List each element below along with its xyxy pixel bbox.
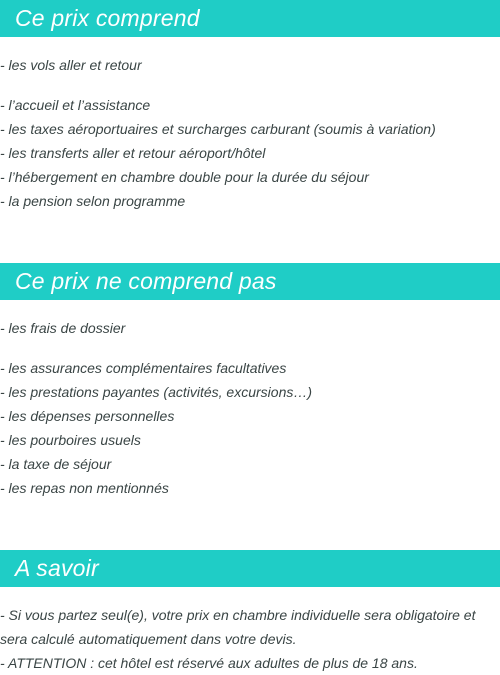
included-list <box>0 53 500 213</box>
info-paragraph: - ATTENTION : cet hôtel est réservé aux adultes de plus de 18 ans. <box>0 655 418 671</box>
info-paragraph: - Si vous partez seul(e), votre prix en chambre individuelle sera obligatoire et sera calculé automatiquement dans votre devis. <box>0 607 476 647</box>
list-item: - les repas non mentionnés <box>0 480 169 496</box>
list-item: - les pourboires usuels <box>0 432 141 448</box>
list-item: - les dépenses personnelles <box>0 408 175 424</box>
section-header-included <box>0 0 500 37</box>
list-item: - la taxe de séjour <box>0 456 112 472</box>
list-item: - les assurances complémentaires facultatives <box>0 360 287 376</box>
section-header-good-to-know <box>0 550 500 587</box>
list-item: - la pension selon programme <box>0 193 186 209</box>
list-item: - l’accueil et l’assistance <box>0 97 151 113</box>
good-to-know-text <box>0 603 500 675</box>
list-item: - les taxes aéroportuaires et surcharges carburant (soumis à variation) <box>0 121 436 137</box>
section-title-good-to-know: A savoir <box>15 555 99 581</box>
list-item: - l’hébergement en chambre double pour la durée du séjour <box>0 169 369 185</box>
list-item: - les frais de dossier <box>0 320 126 336</box>
not-included-list <box>0 316 500 500</box>
section-title-included: Ce prix comprend <box>15 5 200 31</box>
list-item: - les vols aller et retour <box>0 57 142 73</box>
list-item: - les prestations payantes (activités, excursions…) <box>0 384 313 400</box>
section-title-not-included: Ce prix ne comprend pas <box>15 268 277 294</box>
list-item: - les transferts aller et retour aéroport/hôtel <box>0 145 266 161</box>
section-header-not-included <box>0 263 500 300</box>
